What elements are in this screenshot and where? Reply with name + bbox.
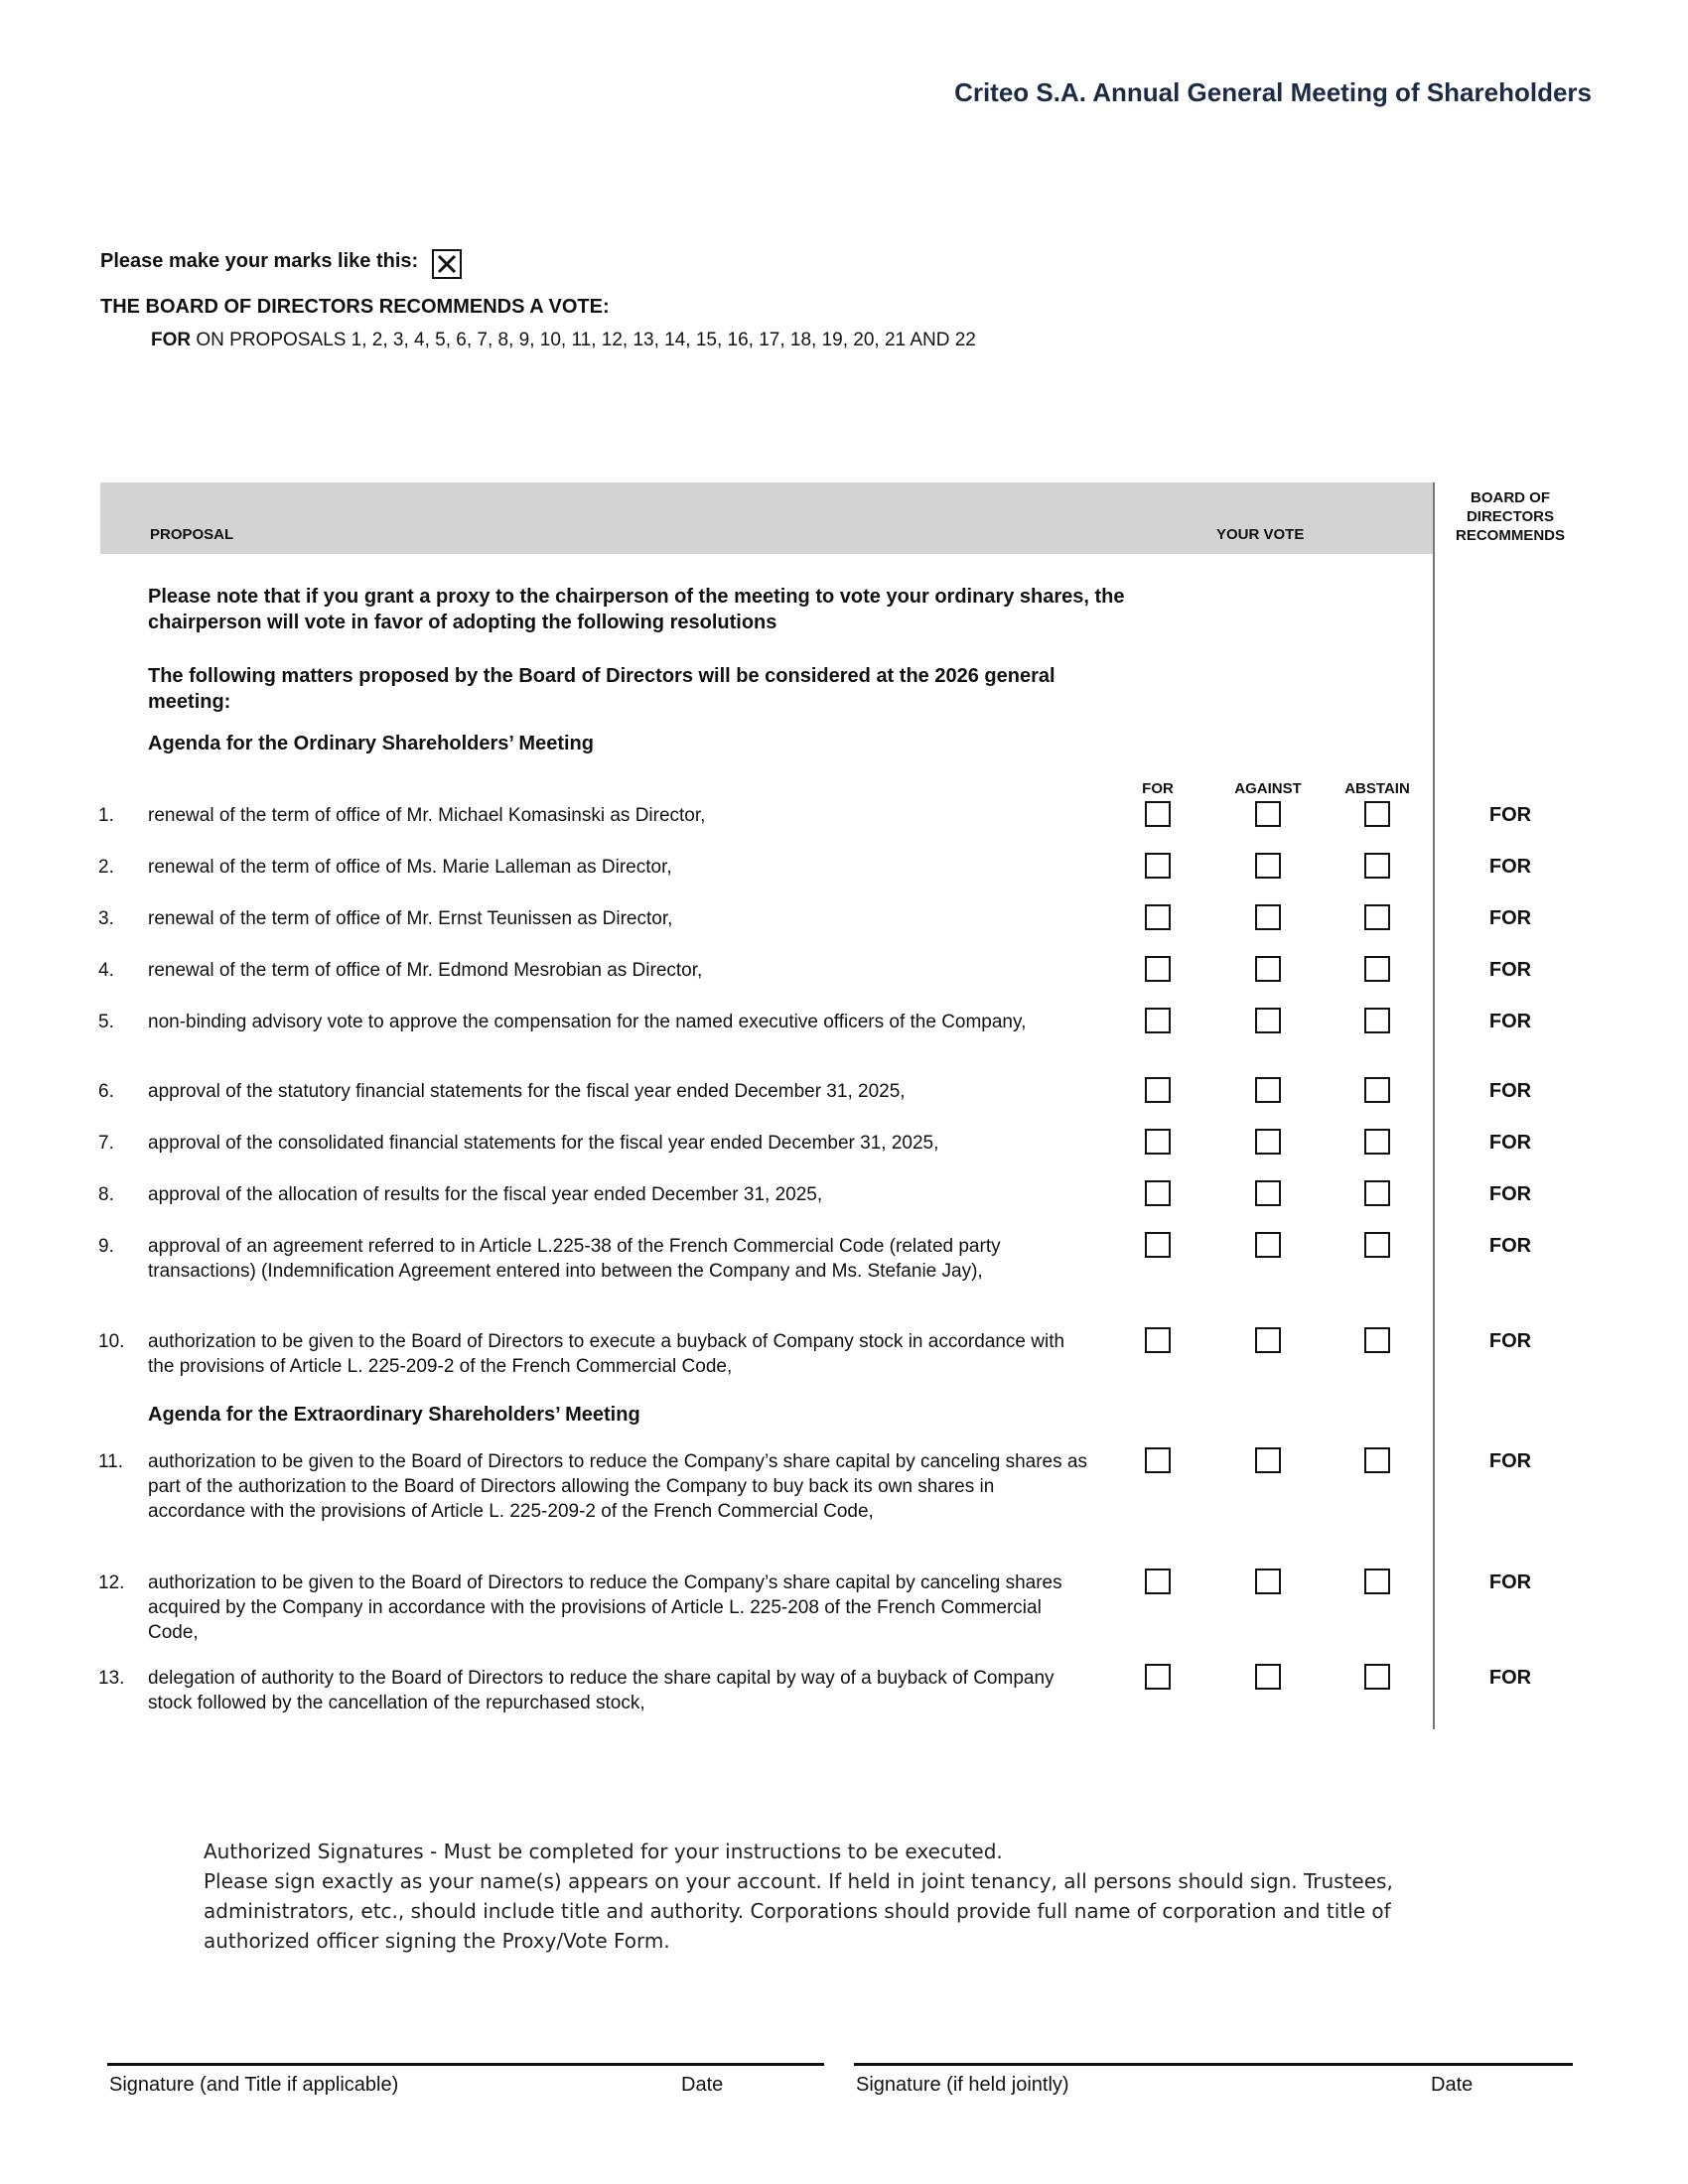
signature-instructions — [204, 1837, 1484, 1956]
board-recommends-column-header — [1434, 488, 1587, 545]
matters-note: The following matters proposed by the Board of Directors will be considered at the 2026 general meeting: — [148, 665, 1055, 713]
vote-for-checkbox[interactable] — [1145, 1232, 1171, 1258]
vote-abstain-checkbox[interactable] — [1364, 1569, 1390, 1594]
marks-instruction — [100, 246, 462, 276]
marks-label: Please make your marks like this: — [100, 249, 419, 272]
vote-for-checkbox[interactable] — [1145, 956, 1171, 982]
proposal-text: approval of the statutory financial statements for the fiscal year ended December 31, 2025, — [148, 1081, 906, 1102]
joint-date-label: Date — [1431, 2074, 1474, 2096]
vote-for-checkbox[interactable] — [1145, 1077, 1171, 1103]
proposal-text: renewal of the term of office of Ms. Marie Lalleman as Director, — [148, 857, 672, 878]
vote-against-checkbox[interactable] — [1255, 1447, 1281, 1473]
proposal-number: 2. — [98, 857, 114, 878]
proposal-number: 5. — [98, 1012, 114, 1032]
signature-line[interactable] — [107, 2063, 824, 2066]
extraordinary-agenda-heading: Agenda for the Extraordinary Shareholders’ Meeting — [148, 1404, 640, 1426]
vote-for-checkbox[interactable] — [1145, 1180, 1171, 1206]
signature-note-body: Please sign exactly as your name(s) appears on your account. If held in joint tenancy, all persons should sign. Trustees, administrators, etc., should include title and authority. Corporations should provide full name of corporation and title of authorized officer signing the Proxy/Vote Form. — [204, 1869, 1393, 1953]
proposal-number: 3. — [98, 908, 114, 929]
board-recommendation: FOR — [1488, 1132, 1532, 1154]
signature-label: Signature (and Title if applicable) — [109, 2074, 399, 2096]
vote-against-checkbox[interactable] — [1255, 1327, 1281, 1353]
proposal-number: 13. — [98, 1668, 125, 1689]
vote-abstain-checkbox[interactable] — [1364, 1077, 1390, 1103]
proposal-number: 11. — [98, 1451, 124, 1472]
board-recommendation: FOR — [1488, 856, 1532, 878]
proposal-number: 7. — [98, 1133, 114, 1154]
board-header-line: DIRECTORS — [1466, 508, 1555, 525]
proposal-number: 1. — [98, 805, 114, 826]
column-divider — [1433, 482, 1435, 1729]
proposal-text: authorization to be given to the Board of Directors to reduce the Company’s share capital by canceling shares as part of the authorization to the Board of Directors allowing the Company to buy back its own shares in accordance with the provisions of Article L. 225-209-2 of the French Commercial Code, — [148, 1451, 1087, 1522]
board-recommendation: FOR — [1488, 804, 1532, 826]
vote-for-checkbox[interactable] — [1145, 1569, 1171, 1594]
proposal-number: 4. — [98, 960, 114, 981]
board-header-line: BOARD OF — [1471, 489, 1550, 506]
table-header-bar — [100, 482, 1433, 554]
page-title: Criteo S.A. Annual General Meeting of Shareholders — [954, 77, 1592, 107]
for-proposals-list: ON PROPOSALS 1, 2, 3, 4, 5, 6, 7, 8, 9, 10, 11, 12, 13, 14, 15, 16, 17, 18, 19, 20, 21 AND 22 — [191, 330, 976, 350]
board-header-line: RECOMMENDS — [1455, 527, 1565, 544]
signature-note-heading: Authorized Signatures - Must be completed for your instructions to be executed. — [204, 1840, 1003, 1863]
proposal-number: 10. — [98, 1331, 125, 1352]
proposal-number: 12. — [98, 1572, 125, 1593]
board-recommends-heading: THE BOARD OF DIRECTORS RECOMMENDS A VOTE: — [100, 296, 610, 318]
proposal-text: authorization to be given to the Board of Directors to execute a buyback of Company stock in accordance with the provisions of Article L. 225-209-2 of the French Commercial Code, — [148, 1331, 1065, 1377]
board-recommendation: FOR — [1488, 1080, 1532, 1102]
board-recommendation: FOR — [1488, 1183, 1532, 1205]
vote-for-checkbox[interactable] — [1145, 904, 1171, 930]
vote-against-checkbox[interactable] — [1255, 1008, 1281, 1033]
vote-abstain-checkbox[interactable] — [1364, 1232, 1390, 1258]
vote-against-checkbox[interactable] — [1255, 956, 1281, 982]
proposal-text: non-binding advisory vote to approve the compensation for the named executive officers of the Company, — [148, 1012, 1027, 1032]
proxy-note: Please note that if you grant a proxy to the chairperson of the meeting to vote your ordinary shares, the chairperson will vote in favor of adopting the following resolutions — [148, 586, 1125, 633]
for-word: FOR — [151, 330, 192, 350]
vote-against-checkbox[interactable] — [1255, 801, 1281, 827]
proposal-text: renewal of the term of office of Mr. Michael Komasinski as Director, — [148, 805, 706, 826]
recommendation-summary — [151, 330, 976, 351]
board-recommendation: FOR — [1488, 1235, 1532, 1257]
vote-for-checkbox[interactable] — [1145, 1664, 1171, 1690]
vote-against-checkbox[interactable] — [1255, 1180, 1281, 1206]
board-recommendation: FOR — [1488, 1571, 1532, 1593]
proposal-text: renewal of the term of office of Mr. Edmond Mesrobian as Director, — [148, 960, 703, 981]
vote-for-checkbox[interactable] — [1145, 1129, 1171, 1155]
proposal-text: approval of the consolidated financial statements for the fiscal year ended December 31, 2025, — [148, 1133, 939, 1154]
vote-abstain-checkbox[interactable] — [1364, 1664, 1390, 1690]
for-column-header: FOR — [1142, 780, 1174, 797]
vote-against-checkbox[interactable] — [1255, 1129, 1281, 1155]
proposal-number: 8. — [98, 1184, 114, 1205]
vote-abstain-checkbox[interactable] — [1364, 1447, 1390, 1473]
vote-against-checkbox[interactable] — [1255, 1232, 1281, 1258]
joint-signature-line[interactable] — [854, 2063, 1573, 2066]
date-label: Date — [681, 2074, 724, 2096]
vote-abstain-checkbox[interactable] — [1364, 801, 1390, 827]
board-recommendation: FOR — [1488, 1330, 1532, 1352]
vote-for-checkbox[interactable] — [1145, 853, 1171, 879]
vote-against-checkbox[interactable] — [1255, 1077, 1281, 1103]
vote-against-checkbox[interactable] — [1255, 1664, 1281, 1690]
vote-abstain-checkbox[interactable] — [1364, 956, 1390, 982]
ordinary-agenda-heading: Agenda for the Ordinary Shareholders’ Meeting — [148, 733, 594, 754]
vote-for-checkbox[interactable] — [1145, 1008, 1171, 1033]
vote-for-checkbox[interactable] — [1145, 1447, 1171, 1473]
proposal-text: delegation of authority to the Board of Directors to reduce the share capital by way of a buyback of Company stock followed by the cancellation of the repurchased stock, — [148, 1668, 1055, 1713]
vote-abstain-checkbox[interactable] — [1364, 853, 1390, 879]
proposal-number: 6. — [98, 1081, 114, 1102]
board-recommendation: FOR — [1488, 907, 1532, 929]
proposal-text: approval of an agreement referred to in Article L.225-38 of the French Commercial Code (related party transactions) (Indemnification Agreement entered into between the Company and Ms. Stefanie Jay), — [148, 1236, 1001, 1282]
sample-mark-icon — [432, 249, 462, 279]
vote-abstain-checkbox[interactable] — [1364, 904, 1390, 930]
joint-signature-label: Signature (if held jointly) — [856, 2074, 1069, 2096]
vote-against-checkbox[interactable] — [1255, 1569, 1281, 1594]
board-recommendation: FOR — [1488, 1667, 1532, 1689]
proposal-text: authorization to be given to the Board of Directors to reduce the Company’s share capital by canceling shares acquired by the Company in accordance with the provisions of Article L. 225-208 of the French Commercial Code, — [148, 1572, 1062, 1643]
vote-abstain-checkbox[interactable] — [1364, 1180, 1390, 1206]
vote-abstain-checkbox[interactable] — [1364, 1008, 1390, 1033]
proposal-text: renewal of the term of office of Mr. Ernst Teunissen as Director, — [148, 908, 673, 929]
vote-abstain-checkbox[interactable] — [1364, 1129, 1390, 1155]
vote-abstain-checkbox[interactable] — [1364, 1327, 1390, 1353]
proposal-text: approval of the allocation of results for the fiscal year ended December 31, 2025, — [148, 1184, 823, 1205]
vote-against-checkbox[interactable] — [1255, 904, 1281, 930]
board-recommendation: FOR — [1488, 1011, 1532, 1032]
vote-for-checkbox[interactable] — [1145, 801, 1171, 827]
board-recommendation: FOR — [1488, 1450, 1532, 1472]
proposal-number: 9. — [98, 1236, 114, 1257]
your-vote-column-header: YOUR VOTE — [1216, 526, 1305, 543]
proposal-column-header: PROPOSAL — [150, 526, 234, 543]
abstain-column-header: ABSTAIN — [1344, 780, 1410, 797]
against-column-header: AGAINST — [1234, 780, 1302, 797]
vote-against-checkbox[interactable] — [1255, 853, 1281, 879]
vote-for-checkbox[interactable] — [1145, 1327, 1171, 1353]
board-recommendation: FOR — [1488, 959, 1532, 981]
